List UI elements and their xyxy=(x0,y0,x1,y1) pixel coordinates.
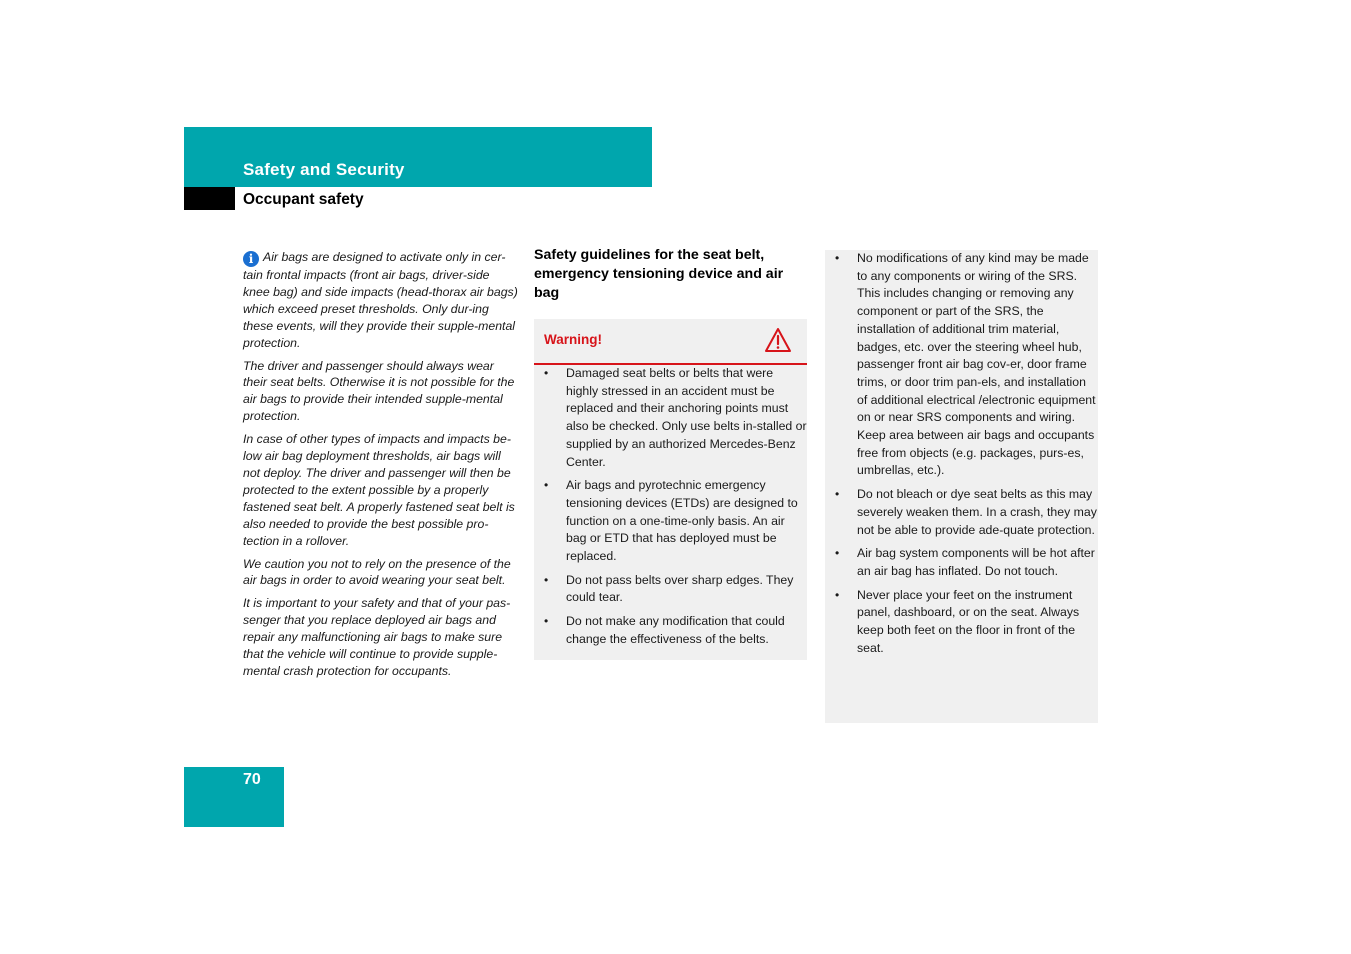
continued-warning-box xyxy=(825,250,1098,723)
warning-header xyxy=(534,319,807,365)
info-paragraph: In case of other types of impacts and impacts be-low air bag deployment thresholds, air bags will not deploy. The driver and passenger will then be protected to the extent possible by a properly fastened seat belt. A properly fastened seat belt is also needed to provide the best possible pro-tection in a rollover. xyxy=(243,432,515,548)
list-item: • Air bags and pyrotechnic emergency tensioning devices (ETDs) are designed to function on a one-time-only basis. An air bag or ETD that has deployed must be replaced. xyxy=(544,478,798,564)
list-item: • Air bag system components will be hot after an air bag has inflated. Do not touch. xyxy=(835,546,1095,578)
info-paragraph: i Air bags are designed to activate only in cer-tain frontal impacts (front air bags, driver-side knee bag) and side impacts (head-thorax air bags) which exceed preset thresholds. Only dur-ing these events, will they provide their supple-mental protection. xyxy=(243,250,518,350)
warning-box xyxy=(534,319,807,660)
subsection-title: Occupant safety xyxy=(243,191,364,208)
list-item: • Do not bleach or dye seat belts as this may severely weaken them. In a crash, they may not be able to provide ade-quate protection. xyxy=(835,487,1097,537)
page-number: 70 xyxy=(243,771,261,788)
list-item: • Do not pass belts over sharp edges. They could tear. xyxy=(544,572,794,605)
info-paragraph: We caution you not to rely on the presence of the air bags in order to avoid wearing your seat belt. xyxy=(243,556,511,588)
warning-triangle-icon xyxy=(764,327,792,353)
section-title: Safety and Security xyxy=(243,160,405,179)
info-notes xyxy=(243,249,519,686)
warning-label: Warning! xyxy=(544,332,602,347)
list-item: • Damaged seat belts or belts that were highly stressed in an accident must be replaced and their anchoring points must also be checked. Only use belts in-stalled or supplied by an authorized Mercedes-Benz Center. xyxy=(544,366,807,469)
continued-warning-list xyxy=(825,250,1098,657)
page-number-tab xyxy=(184,767,284,827)
warning-list xyxy=(534,365,807,649)
info-paragraph: It is important to your safety and that of your pas-senger that you replace deployed air bags and repair any malfunctioning air bags to make sure that the vehicle will continue to provide supple-mental crash protection for occupants. xyxy=(243,596,511,678)
guidelines-heading: Safety guidelines for the seat belt, emergency tensioning device and air bag xyxy=(534,247,784,301)
info-icon: i xyxy=(243,251,259,267)
list-item: • No modifications of any kind may be made to any components or wiring of the SRS. This includes changing or removing any component or part of the SRS, the installation of additional trim material, badges, etc. over the steering wheel hub, passenger front air bag cov-er, door frame trims, or door trim pan-els, and installation of additional electrical /electronic equipment on or near SRS components and wiring. Keep area between air bags and occupants free from objects (e.g. packages, purs-es, umbrellas, etc.). xyxy=(835,251,1096,478)
list-item: • Do not make any modification that could change the effectiveness of the belts. xyxy=(544,614,785,646)
list-item: • Never place your feet on the instrument panel, dashboard, or on the seat. Always keep both feet on the floor in front of the seat. xyxy=(835,587,1080,655)
info-paragraph: The driver and passenger should always wear their seat belts. Otherwise it is not possible for the air bags to provide their intended supple-mental protection. xyxy=(243,358,515,424)
subsection-marker xyxy=(184,187,235,210)
